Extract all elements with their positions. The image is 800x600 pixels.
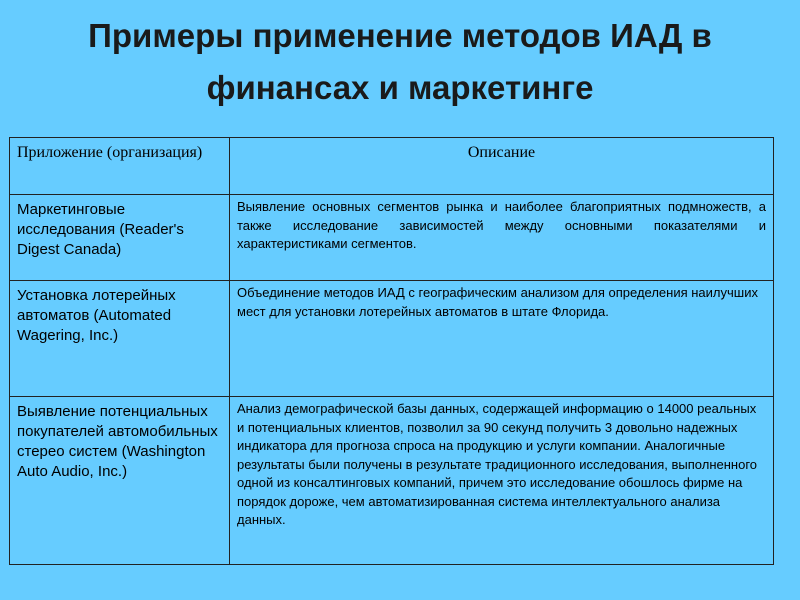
row-application: Маркетинговые исследования (Reader's Digest Canada) <box>10 195 230 281</box>
table-header-row <box>10 138 774 195</box>
header-description: Описание <box>230 138 774 195</box>
row-description: Объединение методов ИАД с географическим анализом для определения наилучших мест для установки лотерейных автоматов в штате Флорида. <box>230 281 774 397</box>
header-application: Приложение (организация) <box>10 138 230 195</box>
slide-title-line-1: Примеры применение методов ИАД в <box>88 17 712 54</box>
slide-title <box>0 10 800 114</box>
table-row <box>10 281 774 397</box>
row-description: Анализ демографической базы данных, содержащей информацию о 14000 реальных и потенциальных клиентов, позволил за 90 секунд получить 3 довольно надежных индикатора для прогноза спроса на продукцию и услуги компании. Аналогичные результаты были получены в результате традиционного исследования, выполненного одной из консалтинговых компаний, причем это исследование обошлось фирме на порядок дороже, чем автоматизированная система интеллектуального анализа данных. <box>230 397 774 565</box>
row-application: Выявление потенциальных покупателей автомобильных стерео систем (Washington Auto Audio, Inc.) <box>10 397 230 565</box>
applications-table <box>9 137 774 565</box>
row-application: Установка лотерейных автоматов (Automated Wagering, Inc.) <box>10 281 230 397</box>
table-row <box>10 397 774 565</box>
row-description: Выявление основных сегментов рынка и наиболее благоприятных подмножеств, а также исследование зависимостей между основными показателями и характеристиками сегментов. <box>230 195 774 281</box>
table-row <box>10 195 774 281</box>
slide-title-line-2: финансах и маркетинге <box>206 69 594 106</box>
